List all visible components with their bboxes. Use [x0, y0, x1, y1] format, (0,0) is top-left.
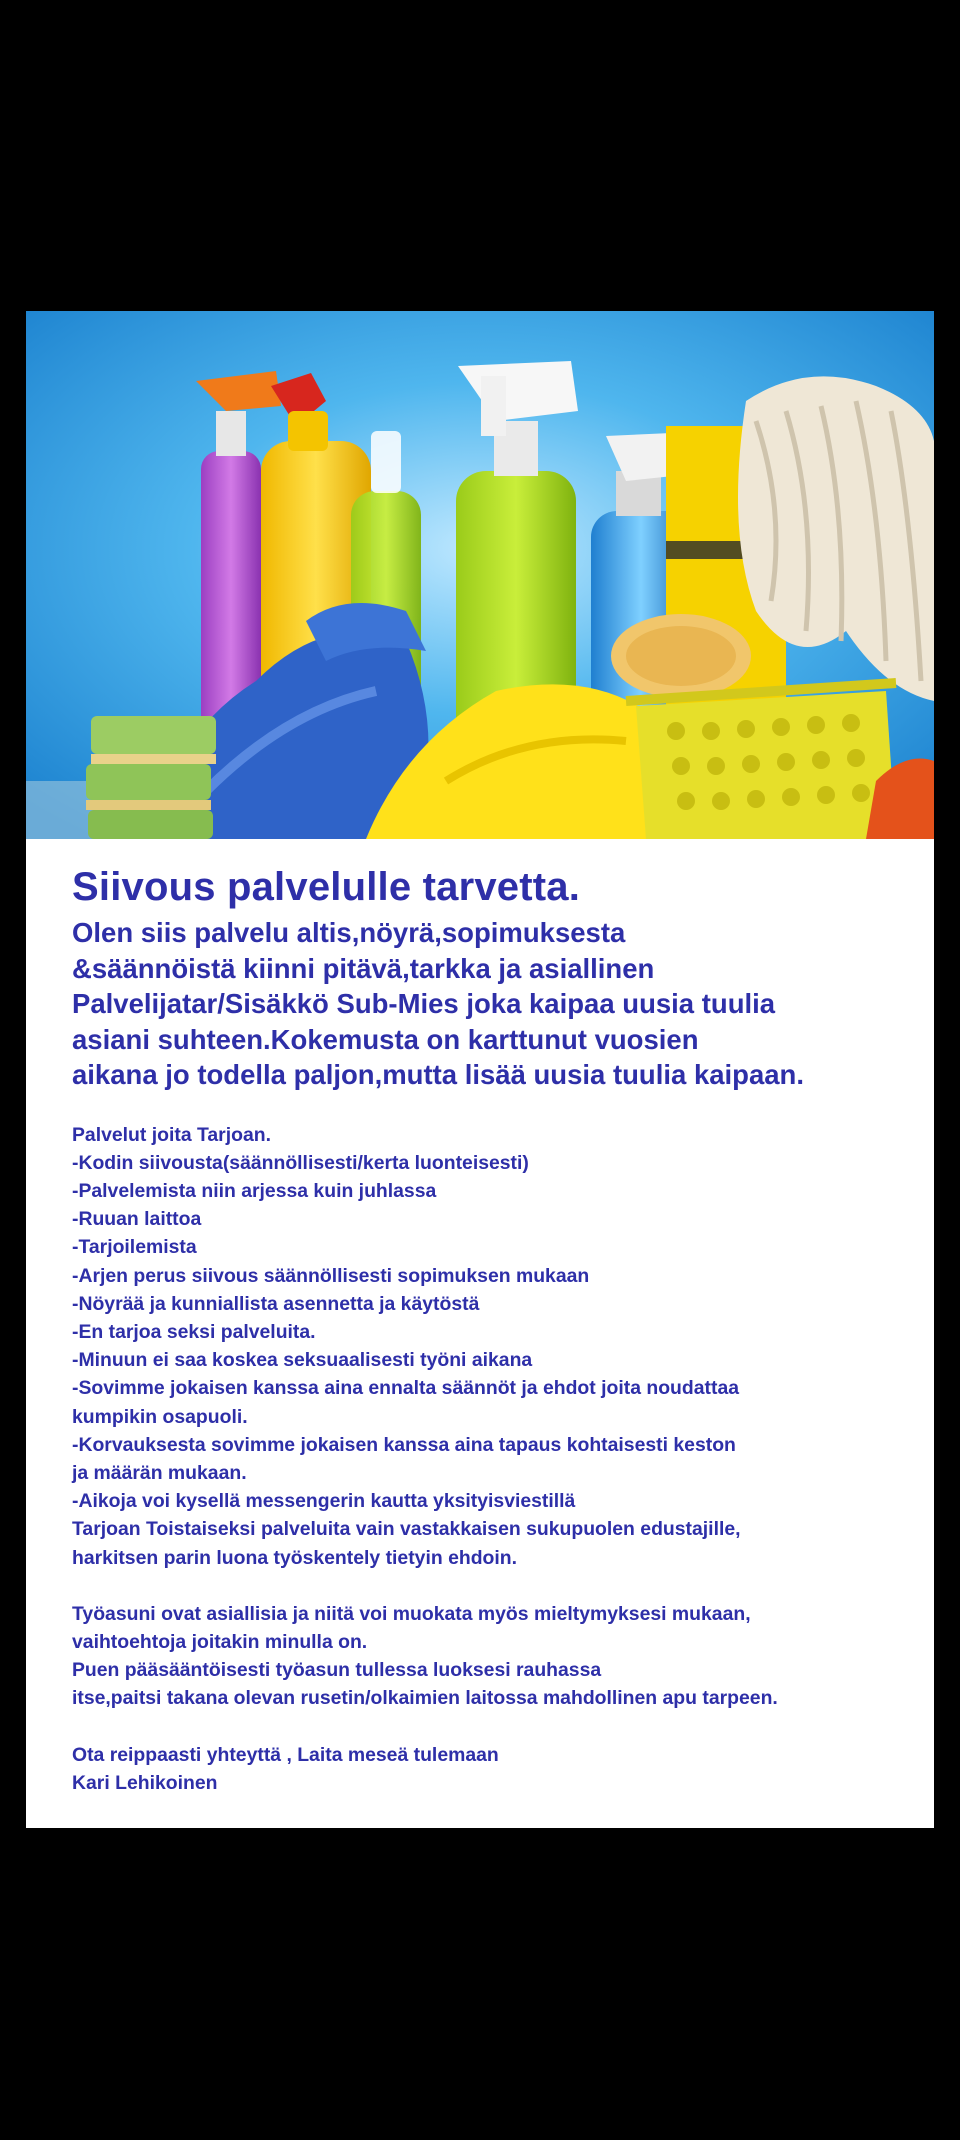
- services-line: -Arjen perus siivous säännöllisesti sopimuksen mukaan: [72, 1264, 590, 1287]
- services-line: ja määrän mukaan.: [72, 1461, 247, 1484]
- intro-line: aikana jo todella paljon,mutta lisää uusia tuulia kaipaan.: [72, 1059, 804, 1090]
- attire-line: vaihtoehtoja joitakin minulla on.: [72, 1630, 368, 1653]
- signature: Kari Lehikoinen: [72, 1771, 218, 1794]
- services-line: harkitsen parin luona työskentely tietyin ehdoin.: [72, 1546, 518, 1569]
- cleaning-supplies-image: [26, 311, 934, 839]
- flyer-card: [26, 311, 934, 1828]
- scrub-brush-icon: [611, 614, 751, 698]
- services-line: -Tarjoilemista: [72, 1236, 197, 1259]
- services-line: -Minuun ei saa koskea seksuaalisesti työni aikana: [72, 1349, 533, 1372]
- flyer-text: [72, 863, 922, 1797]
- attire-line: Puen pääsääntöisesti työasun tullessa luoksesi rauhassa: [72, 1659, 602, 1682]
- intro-line: asiani suhteen.Kokemusta on karttunut vuosien: [72, 1023, 699, 1055]
- services-line: -Sovimme jokaisen kanssa aina ennalta säännöt ja ehdot joita noudattaa: [72, 1377, 740, 1400]
- services-line: Palvelut joita Tarjoan.: [72, 1123, 271, 1146]
- services-line: -Korvauksesta sovimme jokaisen kanssa aina tapaus kohtaisesti keston: [72, 1433, 736, 1456]
- intro-line: Palvelijatar/Sisäkkö Sub-Mies joka kaipaa uusia tuulia: [72, 988, 776, 1019]
- services-line: -Nöyrää ja kunniallista asennetta ja käytöstä: [72, 1292, 480, 1315]
- contact-line: Ota reippaasti yhteyttä , Laita meseä tulemaan: [72, 1743, 499, 1766]
- sponge-stack-icon: [86, 716, 216, 839]
- services-line: -Kodin siivousta(säännöllisesti/kerta luonteisesti): [72, 1151, 529, 1174]
- flyer-title: Siivous palvelulle tarvetta.: [72, 865, 581, 909]
- services-line: -Aikoja voi kysellä messengerin kautta yksityisviestillä: [72, 1490, 576, 1513]
- services-line: Tarjoan Toistaiseksi palveluita vain vastakkaisen sukupuolen edustajille,: [72, 1518, 741, 1541]
- services-list: [72, 1121, 922, 1797]
- services-line: -En tarjoa seksi palveluita.: [72, 1320, 316, 1343]
- attire-line: itse,paitsi takana olevan rusetin/olkaimien laitossa mahdollinen apu tarpeen.: [72, 1687, 778, 1710]
- services-line: -Palvelemista niin arjessa kuin juhlassa: [72, 1179, 437, 1202]
- services-line: kumpikin osapuoli.: [72, 1405, 248, 1428]
- intro-line: Olen siis palvelu altis,nöyrä,sopimuksesta: [72, 917, 626, 948]
- services-line: -Ruuan laittoa: [72, 1208, 202, 1231]
- intro-line: &säännöistä kiinni pitävä,tarkka ja asiallinen: [72, 952, 655, 984]
- cleaning-basket-icon: [626, 683, 896, 839]
- attire-line: Työasuni ovat asiallisia ja niitä voi muokata myös mieltymyksesi mukaan,: [72, 1602, 751, 1625]
- intro-paragraph: [72, 915, 922, 1093]
